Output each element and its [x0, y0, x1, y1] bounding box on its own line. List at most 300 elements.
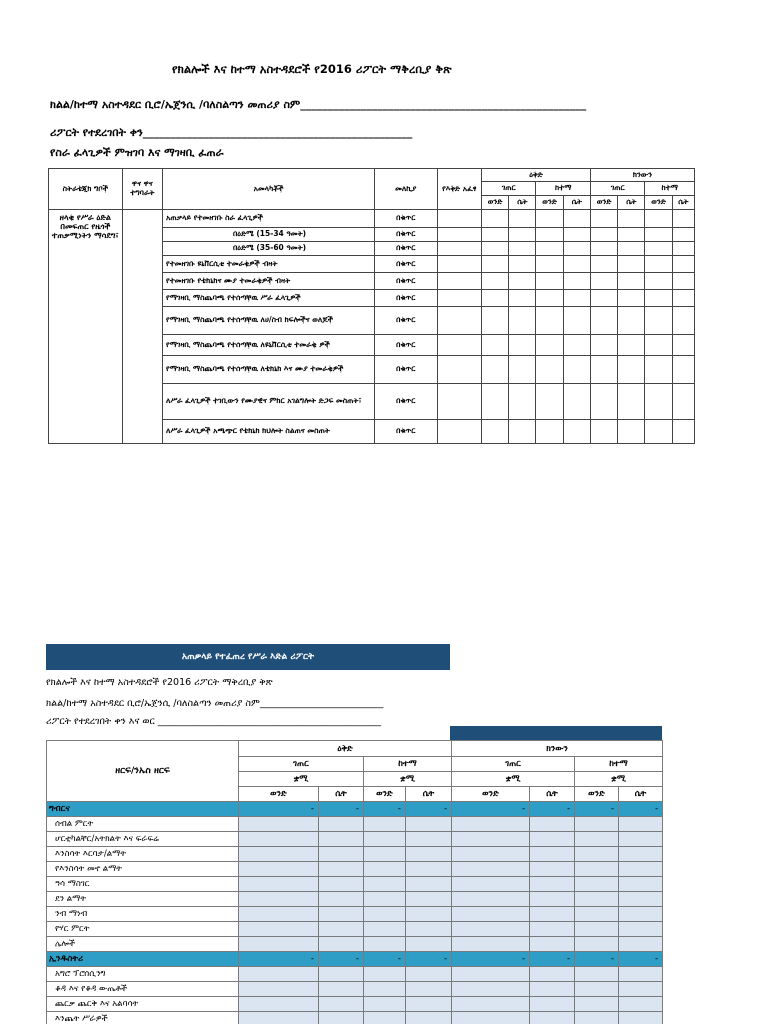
value-input-cell[interactable]	[619, 847, 663, 862]
value-input-cell[interactable]	[645, 210, 672, 228]
value-input-cell[interactable]	[239, 967, 319, 982]
value-input-cell[interactable]	[672, 384, 694, 420]
plan-input-cell[interactable]	[437, 273, 481, 290]
value-input-cell[interactable]	[536, 335, 563, 356]
indicator-label: አጠቃላይ የተመዘገቡ ስራ ፈላጊዎች	[163, 210, 375, 228]
value-input-cell[interactable]	[672, 273, 694, 290]
value-input-cell[interactable]	[536, 290, 563, 307]
value-input-cell[interactable]	[672, 242, 694, 256]
value-input-cell[interactable]	[239, 877, 319, 892]
plan-input-cell[interactable]	[437, 256, 481, 273]
plan-input-cell[interactable]	[437, 290, 481, 307]
value-input-cell[interactable]	[590, 335, 617, 356]
sector-total-cell: -	[406, 802, 452, 817]
value-input-cell[interactable]	[645, 256, 672, 273]
value-input-cell[interactable]	[563, 335, 590, 356]
value-input-cell[interactable]	[619, 937, 663, 952]
header-permanent: ቋሚ	[364, 772, 452, 787]
value-input-cell[interactable]	[319, 832, 364, 847]
value-input-cell[interactable]	[452, 817, 530, 832]
header-permanent: ቋሚ	[575, 772, 663, 787]
value-input-cell[interactable]	[530, 832, 575, 847]
value-input-cell[interactable]	[509, 307, 536, 335]
value-input-cell[interactable]	[619, 862, 663, 877]
value-input-cell[interactable]	[645, 242, 672, 256]
value-input-cell[interactable]	[619, 1012, 663, 1024]
value-input-cell[interactable]	[509, 210, 536, 228]
value-input-cell[interactable]	[618, 420, 645, 444]
plan-input-cell[interactable]	[437, 335, 481, 356]
value-input-cell[interactable]	[575, 937, 619, 952]
header-plan-group: ዕቅድ	[481, 169, 590, 182]
value-input-cell[interactable]	[563, 256, 590, 273]
value-input-cell[interactable]	[481, 256, 508, 273]
value-input-cell[interactable]	[319, 892, 364, 907]
value-input-cell[interactable]	[406, 847, 452, 862]
subsector-label: ንብ ማነብ	[47, 907, 239, 922]
value-input-cell[interactable]	[452, 982, 530, 997]
value-input-cell[interactable]	[645, 290, 672, 307]
value-input-cell[interactable]	[530, 1012, 575, 1024]
value-input-cell[interactable]	[530, 877, 575, 892]
value-input-cell[interactable]	[530, 862, 575, 877]
value-input-cell[interactable]	[452, 967, 530, 982]
value-input-cell[interactable]	[618, 242, 645, 256]
value-input-cell[interactable]	[406, 862, 452, 877]
value-input-cell[interactable]	[530, 817, 575, 832]
header-urban: ከተማ	[645, 182, 695, 196]
subsector-row	[47, 982, 663, 997]
plan-input-cell[interactable]	[437, 307, 481, 335]
value-input-cell[interactable]	[319, 997, 364, 1012]
unit-cell: በቁጥር	[374, 256, 437, 273]
value-input-cell[interactable]	[590, 307, 617, 335]
value-input-cell[interactable]	[239, 937, 319, 952]
header-male: ወንድ	[575, 787, 619, 802]
value-input-cell[interactable]	[575, 1012, 619, 1024]
plan-input-cell[interactable]	[437, 228, 481, 242]
value-input-cell[interactable]	[530, 997, 575, 1012]
value-input-cell[interactable]	[536, 307, 563, 335]
report-date-line: ሪፖርት የተደረገበት ቀን_________________________________________________	[50, 126, 413, 139]
value-input-cell[interactable]	[563, 384, 590, 420]
sector-total-cell: -	[406, 952, 452, 967]
section2-date-line: ሪፖርት የተደረገበት ቀን እና ወር _______________________________________________	[46, 716, 381, 727]
value-input-cell[interactable]	[509, 384, 536, 420]
unit-cell: በቁጥር	[374, 273, 437, 290]
value-input-cell[interactable]	[590, 242, 617, 256]
value-input-cell[interactable]	[452, 862, 530, 877]
value-input-cell[interactable]	[590, 290, 617, 307]
value-input-cell[interactable]	[575, 922, 619, 937]
indicator-label: ለሥራ ፈላጊዎች አጫጭር የቴክኒክ ክህሎት ስልጠና መስጠት	[163, 420, 375, 444]
value-input-cell[interactable]	[618, 307, 645, 335]
indicator-label: በዕድሜ (15-34 ዓመት)	[163, 228, 375, 242]
value-input-cell[interactable]	[481, 242, 508, 256]
indicator-label: የማገዛቢ ማስጨባጫ የተሰጣቸዉ ለሀ/ስብ ክፍሎችና ወለጆች	[163, 307, 375, 335]
value-input-cell[interactable]	[619, 982, 663, 997]
value-input-cell[interactable]	[619, 877, 663, 892]
value-input-cell[interactable]	[452, 832, 530, 847]
value-input-cell[interactable]	[364, 937, 406, 952]
value-input-cell[interactable]	[563, 290, 590, 307]
value-input-cell[interactable]	[509, 256, 536, 273]
value-input-cell[interactable]	[452, 1012, 530, 1024]
header-activities: ዋና ዋና ተግባራት	[122, 169, 162, 210]
header-perf: ክንውን	[452, 741, 663, 757]
value-input-cell[interactable]	[319, 817, 364, 832]
header-female: ሴት	[619, 787, 663, 802]
value-input-cell[interactable]	[509, 228, 536, 242]
subsector-row	[47, 877, 663, 892]
subsector-row	[47, 907, 663, 922]
value-input-cell[interactable]	[590, 273, 617, 290]
value-input-cell[interactable]	[406, 832, 452, 847]
value-input-cell[interactable]	[319, 982, 364, 997]
value-input-cell[interactable]	[645, 335, 672, 356]
value-input-cell[interactable]	[530, 847, 575, 862]
unit-cell: በቁጥር	[374, 210, 437, 228]
value-input-cell[interactable]	[319, 937, 364, 952]
value-input-cell[interactable]	[672, 210, 694, 228]
value-input-cell[interactable]	[619, 907, 663, 922]
value-input-cell[interactable]	[672, 256, 694, 273]
subsector-label: ቆዳ እና የቆዳ ውጤቶች	[47, 982, 239, 997]
subsector-row	[47, 997, 663, 1012]
value-input-cell[interactable]	[563, 307, 590, 335]
value-input-cell[interactable]	[536, 228, 563, 242]
header-female: ሴት	[319, 787, 364, 802]
org-name-line: ክልል/ከተማ አስተዳደር ቢሮ/ኤጀንሲ /ባለስልጣን መጠሪያ ስም____________________________________________________	[50, 98, 587, 111]
value-input-cell[interactable]	[618, 210, 645, 228]
plan-input-cell[interactable]	[437, 384, 481, 420]
value-input-cell[interactable]	[364, 907, 406, 922]
indicator-label: የማገዛቢ ማስጨባጫ የተሰጣቸዉ ለዩኒቨርሲቲ ተመራቂ ዎች	[163, 335, 375, 356]
value-input-cell[interactable]	[672, 307, 694, 335]
value-input-cell[interactable]	[406, 892, 452, 907]
value-input-cell[interactable]	[618, 384, 645, 420]
value-input-cell[interactable]	[406, 907, 452, 922]
value-input-cell[interactable]	[536, 273, 563, 290]
value-input-cell[interactable]	[536, 420, 563, 444]
value-input-cell[interactable]	[239, 922, 319, 937]
sector-total-cell: -	[364, 952, 406, 967]
value-input-cell[interactable]	[619, 967, 663, 982]
value-input-cell[interactable]	[406, 817, 452, 832]
value-input-cell[interactable]	[672, 335, 694, 356]
header-female: ሴት	[530, 787, 575, 802]
value-input-cell[interactable]	[509, 420, 536, 444]
value-input-cell[interactable]	[509, 356, 536, 384]
subsector-label: አግሮ ፕሮሰሲንግ	[47, 967, 239, 982]
subsector-row	[47, 967, 663, 982]
section2-org-line: ክልል/ከተማ አስተዳደር ቢሮ/ኤጀንሲ /ባለስልጣን መጠሪያ ስም__________________________	[46, 698, 384, 709]
header-male: ወንድ	[452, 787, 530, 802]
value-input-cell[interactable]	[536, 384, 563, 420]
value-input-cell[interactable]	[575, 832, 619, 847]
sector-total-cell: -	[239, 802, 319, 817]
value-input-cell[interactable]	[319, 847, 364, 862]
subsector-label: ጨርቃ ጨርቅ እና አልባሳት	[47, 997, 239, 1012]
value-input-cell[interactable]	[364, 1012, 406, 1024]
value-input-cell[interactable]	[239, 907, 319, 922]
value-input-cell[interactable]	[239, 817, 319, 832]
value-input-cell[interactable]	[536, 356, 563, 384]
value-input-cell[interactable]	[563, 210, 590, 228]
report-banner: አጠቃላይ የተፈጠረ የሥራ እድል ሪፖርት	[46, 644, 450, 670]
sector-row	[47, 802, 663, 817]
value-input-cell[interactable]	[575, 982, 619, 997]
plan-input-cell[interactable]	[437, 356, 481, 384]
value-input-cell[interactable]	[364, 847, 406, 862]
value-input-cell[interactable]	[239, 847, 319, 862]
value-input-cell[interactable]	[452, 997, 530, 1012]
value-input-cell[interactable]	[481, 210, 508, 228]
header-rural: ገጠር	[590, 182, 645, 196]
value-input-cell[interactable]	[481, 335, 508, 356]
value-input-cell[interactable]	[536, 210, 563, 228]
section2-title: የክልሎች እና ከተማ አስተዳደሮች የ2016 ሪፖርት ማቅረቢያ ቅጽ	[46, 677, 273, 688]
plan-input-cell[interactable]	[437, 210, 481, 228]
header-urban: ከተማ	[575, 757, 663, 772]
header-male: ወንድ	[364, 787, 406, 802]
unit-cell: በቁጥር	[374, 420, 437, 444]
value-input-cell[interactable]	[563, 356, 590, 384]
plan-input-cell[interactable]	[437, 242, 481, 256]
value-input-cell[interactable]	[590, 210, 617, 228]
value-input-cell[interactable]	[618, 335, 645, 356]
value-input-cell[interactable]	[563, 420, 590, 444]
value-input-cell[interactable]	[590, 384, 617, 420]
value-input-cell[interactable]	[536, 242, 563, 256]
header-indicators: አመላካቾች	[163, 169, 375, 210]
value-input-cell[interactable]	[481, 307, 508, 335]
header-plan: የእቅድ አፈፃ	[437, 169, 481, 210]
value-input-cell[interactable]	[481, 384, 508, 420]
value-input-cell[interactable]	[364, 982, 406, 997]
value-input-cell[interactable]	[239, 1012, 319, 1024]
header-male: ወንድ	[481, 196, 508, 210]
value-input-cell[interactable]	[406, 1012, 452, 1024]
indicator-label: የማገዛቢ ማስጨባጫ የተሰጣቸዉ ሥራ ፈላጊዎች	[163, 290, 375, 307]
subsector-label: ደን ልማት	[47, 892, 239, 907]
value-input-cell[interactable]	[452, 922, 530, 937]
value-input-cell[interactable]	[452, 892, 530, 907]
sector-total-cell: -	[364, 802, 406, 817]
form-name: የስራ ፈላጊዎች ምዝገባ እና ማገዛቢ ፈጠራ	[50, 146, 224, 159]
subsector-label: የሃር ምርት	[47, 922, 239, 937]
strategy-cell: ዘላቂ የሥራ ዕድል በመፍጠር የዜጎች ተጠቃሚነትን ማሳደግ፣	[49, 210, 123, 444]
value-input-cell[interactable]	[319, 877, 364, 892]
value-input-cell[interactable]	[645, 307, 672, 335]
value-input-cell[interactable]	[481, 356, 508, 384]
value-input-cell[interactable]	[575, 817, 619, 832]
sector-total-cell: -	[239, 952, 319, 967]
value-input-cell[interactable]	[319, 922, 364, 937]
value-input-cell[interactable]	[481, 273, 508, 290]
value-input-cell[interactable]	[575, 997, 619, 1012]
indicator-row	[49, 210, 695, 228]
value-input-cell[interactable]	[452, 847, 530, 862]
unit-cell: በቁጥር	[374, 356, 437, 384]
sector-total-cell: -	[575, 802, 619, 817]
sector-total-cell: -	[619, 952, 663, 967]
header-female: ሴት	[509, 196, 536, 210]
value-input-cell[interactable]	[364, 877, 406, 892]
sector-total-cell: -	[619, 802, 663, 817]
value-input-cell[interactable]	[618, 290, 645, 307]
value-input-cell[interactable]	[575, 862, 619, 877]
value-input-cell[interactable]	[452, 877, 530, 892]
value-input-cell[interactable]	[575, 892, 619, 907]
value-input-cell[interactable]	[481, 290, 508, 307]
header-rural: ገጠር	[452, 757, 575, 772]
value-input-cell[interactable]	[618, 273, 645, 290]
value-input-cell[interactable]	[590, 356, 617, 384]
value-input-cell[interactable]	[618, 256, 645, 273]
indicator-label: የተመዘገቡ ዩኒቨርሲቲ ተመራቂዎች ብዛት	[163, 256, 375, 273]
value-input-cell[interactable]	[575, 847, 619, 862]
value-input-cell[interactable]	[672, 228, 694, 242]
value-input-cell[interactable]	[645, 420, 672, 444]
value-input-cell[interactable]	[509, 273, 536, 290]
value-input-cell[interactable]	[575, 967, 619, 982]
value-input-cell[interactable]	[590, 420, 617, 444]
value-input-cell[interactable]	[364, 967, 406, 982]
value-input-cell[interactable]	[364, 922, 406, 937]
value-input-cell[interactable]	[575, 907, 619, 922]
activities-cell[interactable]	[122, 210, 162, 444]
value-input-cell[interactable]	[619, 922, 663, 937]
value-input-cell[interactable]	[672, 356, 694, 384]
value-input-cell[interactable]	[645, 228, 672, 242]
header-male: ወንድ	[645, 196, 672, 210]
indicator-label: ለሥራ ፈላጊዎች ተገቢውን የሙያዊና ምክር አገልግሎት ድጋፍ መስጠት፣	[163, 384, 375, 420]
subsector-row	[47, 817, 663, 832]
value-input-cell[interactable]	[239, 892, 319, 907]
sector-total-cell: -	[319, 952, 364, 967]
unit-cell: በቁጥር	[374, 228, 437, 242]
value-input-cell[interactable]	[618, 228, 645, 242]
unit-cell: በቁጥር	[374, 242, 437, 256]
job-seekers-table	[48, 168, 695, 444]
value-input-cell[interactable]	[509, 242, 536, 256]
header-urban: ከተማ	[536, 182, 591, 196]
value-input-cell[interactable]	[590, 228, 617, 242]
value-input-cell[interactable]	[481, 228, 508, 242]
value-input-cell[interactable]	[406, 922, 452, 937]
value-input-cell[interactable]	[319, 1012, 364, 1024]
header-male: ወንድ	[590, 196, 617, 210]
value-input-cell[interactable]	[364, 892, 406, 907]
value-input-cell[interactable]	[619, 892, 663, 907]
value-input-cell[interactable]	[239, 982, 319, 997]
subsector-row	[47, 1012, 663, 1024]
sector-total-cell: -	[575, 952, 619, 967]
header-male: ወንድ	[239, 787, 319, 802]
value-input-cell[interactable]	[619, 817, 663, 832]
value-input-cell[interactable]	[239, 862, 319, 877]
subsector-row	[47, 922, 663, 937]
value-input-cell[interactable]	[319, 907, 364, 922]
value-input-cell[interactable]	[536, 256, 563, 273]
header-strategy: ስትራቴጂክ ግቦች	[49, 169, 123, 210]
subsector-label: ሆርቲካልቸር/አትክልት እና ፍራፍሬ	[47, 832, 239, 847]
sector-label: ኢንዱስትሪ	[47, 952, 239, 967]
value-input-cell[interactable]	[563, 228, 590, 242]
header-plan: ዕቅድ	[239, 741, 452, 757]
header-male: ወንድ	[536, 196, 563, 210]
form-title: የክልሎች እና ከተማ አስተዳደሮች የ2016 ሪፖርት ማቅረቢያ ቅጽ	[172, 62, 452, 76]
value-input-cell[interactable]	[481, 420, 508, 444]
value-input-cell[interactable]	[530, 892, 575, 907]
value-input-cell[interactable]	[530, 982, 575, 997]
value-input-cell[interactable]	[575, 877, 619, 892]
value-input-cell[interactable]	[563, 242, 590, 256]
value-input-cell[interactable]	[619, 997, 663, 1012]
unit-cell: በቁጥር	[374, 384, 437, 420]
value-input-cell[interactable]	[530, 937, 575, 952]
value-input-cell[interactable]	[319, 862, 364, 877]
value-input-cell[interactable]	[509, 335, 536, 356]
value-input-cell[interactable]	[364, 997, 406, 1012]
value-input-cell[interactable]	[530, 907, 575, 922]
value-input-cell[interactable]	[645, 384, 672, 420]
value-input-cell[interactable]	[406, 967, 452, 982]
header-unit: መለኪያ	[374, 169, 437, 210]
value-input-cell[interactable]	[645, 273, 672, 290]
value-input-cell[interactable]	[509, 290, 536, 307]
header-female: ሴት	[618, 196, 645, 210]
value-input-cell[interactable]	[406, 982, 452, 997]
unit-cell: በቁጥር	[374, 290, 437, 307]
value-input-cell[interactable]	[619, 832, 663, 847]
value-input-cell[interactable]	[530, 922, 575, 937]
value-input-cell[interactable]	[530, 967, 575, 982]
value-input-cell[interactable]	[672, 420, 694, 444]
value-input-cell[interactable]	[406, 937, 452, 952]
value-input-cell[interactable]	[406, 997, 452, 1012]
header-permanent: ቋሚ	[452, 772, 575, 787]
subsector-label: ዓሳ ማስገር	[47, 877, 239, 892]
unit-cell: በቁጥር	[374, 335, 437, 356]
value-input-cell[interactable]	[364, 862, 406, 877]
subsector-row	[47, 937, 663, 952]
header-urban: ከተማ	[364, 757, 452, 772]
value-input-cell[interactable]	[452, 907, 530, 922]
value-input-cell[interactable]	[239, 832, 319, 847]
value-input-cell[interactable]	[364, 832, 406, 847]
value-input-cell[interactable]	[364, 817, 406, 832]
value-input-cell[interactable]	[563, 273, 590, 290]
value-input-cell[interactable]	[590, 256, 617, 273]
value-input-cell[interactable]	[319, 967, 364, 982]
header-sector: ዘርፍ/ንኡስ ዘርፍ	[47, 741, 239, 802]
header-accent-bar	[450, 726, 662, 740]
value-input-cell[interactable]	[618, 356, 645, 384]
sector-total-cell: -	[530, 952, 575, 967]
subsector-row	[47, 847, 663, 862]
header-permanent: ቋሚ	[239, 772, 364, 787]
sector-total-cell: -	[319, 802, 364, 817]
value-input-cell[interactable]	[645, 356, 672, 384]
value-input-cell[interactable]	[406, 877, 452, 892]
value-input-cell[interactable]	[672, 290, 694, 307]
header-female: ሴት	[672, 196, 694, 210]
value-input-cell[interactable]	[239, 997, 319, 1012]
value-input-cell[interactable]	[452, 937, 530, 952]
plan-input-cell[interactable]	[437, 420, 481, 444]
